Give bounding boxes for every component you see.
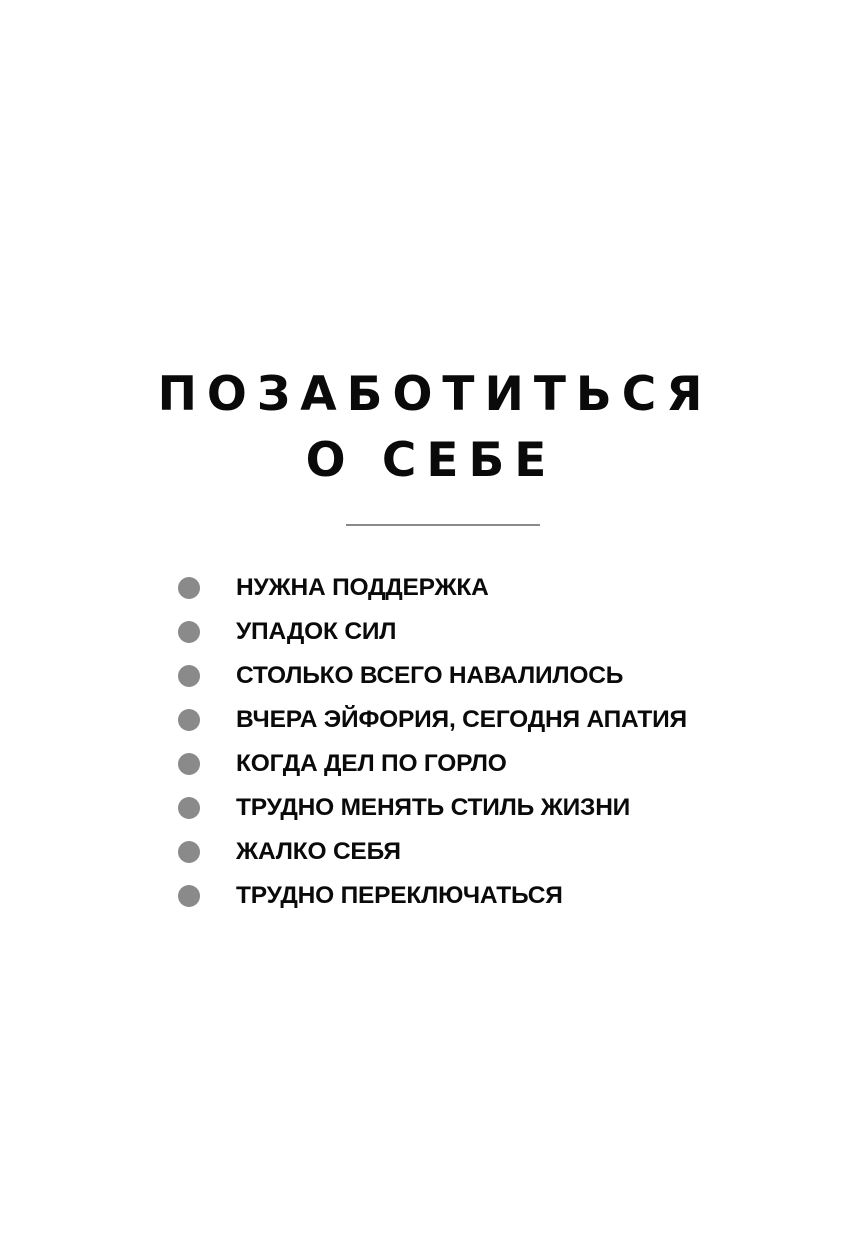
list-item-text: НУЖНА ПОДДЕРЖКА	[236, 574, 489, 601]
bullet-icon	[178, 885, 200, 907]
bullet-icon	[178, 621, 200, 643]
list-item-text: СТОЛЬКО ВСЕГО НАВАЛИЛОСЬ	[236, 662, 624, 689]
bullet-icon	[178, 797, 200, 819]
list-item-text: КОГДА ДЕЛ ПО ГОРЛО	[236, 750, 507, 777]
list-item	[178, 698, 687, 742]
list-item	[178, 610, 687, 654]
bullet-icon	[178, 577, 200, 599]
page-title	[0, 362, 856, 494]
list-item	[178, 654, 687, 698]
bullet-list	[178, 566, 687, 918]
bullet-icon	[178, 665, 200, 687]
title-line-2: О СЕБЕ	[305, 433, 557, 488]
divider	[346, 524, 540, 526]
list-item	[178, 786, 687, 830]
bullet-icon	[178, 753, 200, 775]
title-line-1: ПОЗАБОТИТЬСЯ	[157, 367, 713, 422]
list-item	[178, 830, 687, 874]
list-item-text: ТРУДНО ПЕРЕКЛЮЧАТЬСЯ	[236, 882, 563, 909]
list-item-text: ВЧЕРА ЭЙФОРИЯ, СЕГОДНЯ АПАТИЯ	[236, 706, 687, 733]
list-item-text: УПАДОК СИЛ	[236, 618, 397, 645]
list-item	[178, 874, 687, 918]
list-item-text: ЖАЛКО СЕБЯ	[236, 838, 401, 865]
list-item	[178, 566, 687, 610]
bullet-icon	[178, 841, 200, 863]
list-item-text: ТРУДНО МЕНЯТЬ СТИЛЬ ЖИЗНИ	[236, 794, 631, 821]
bullet-icon	[178, 709, 200, 731]
list-item	[178, 742, 687, 786]
